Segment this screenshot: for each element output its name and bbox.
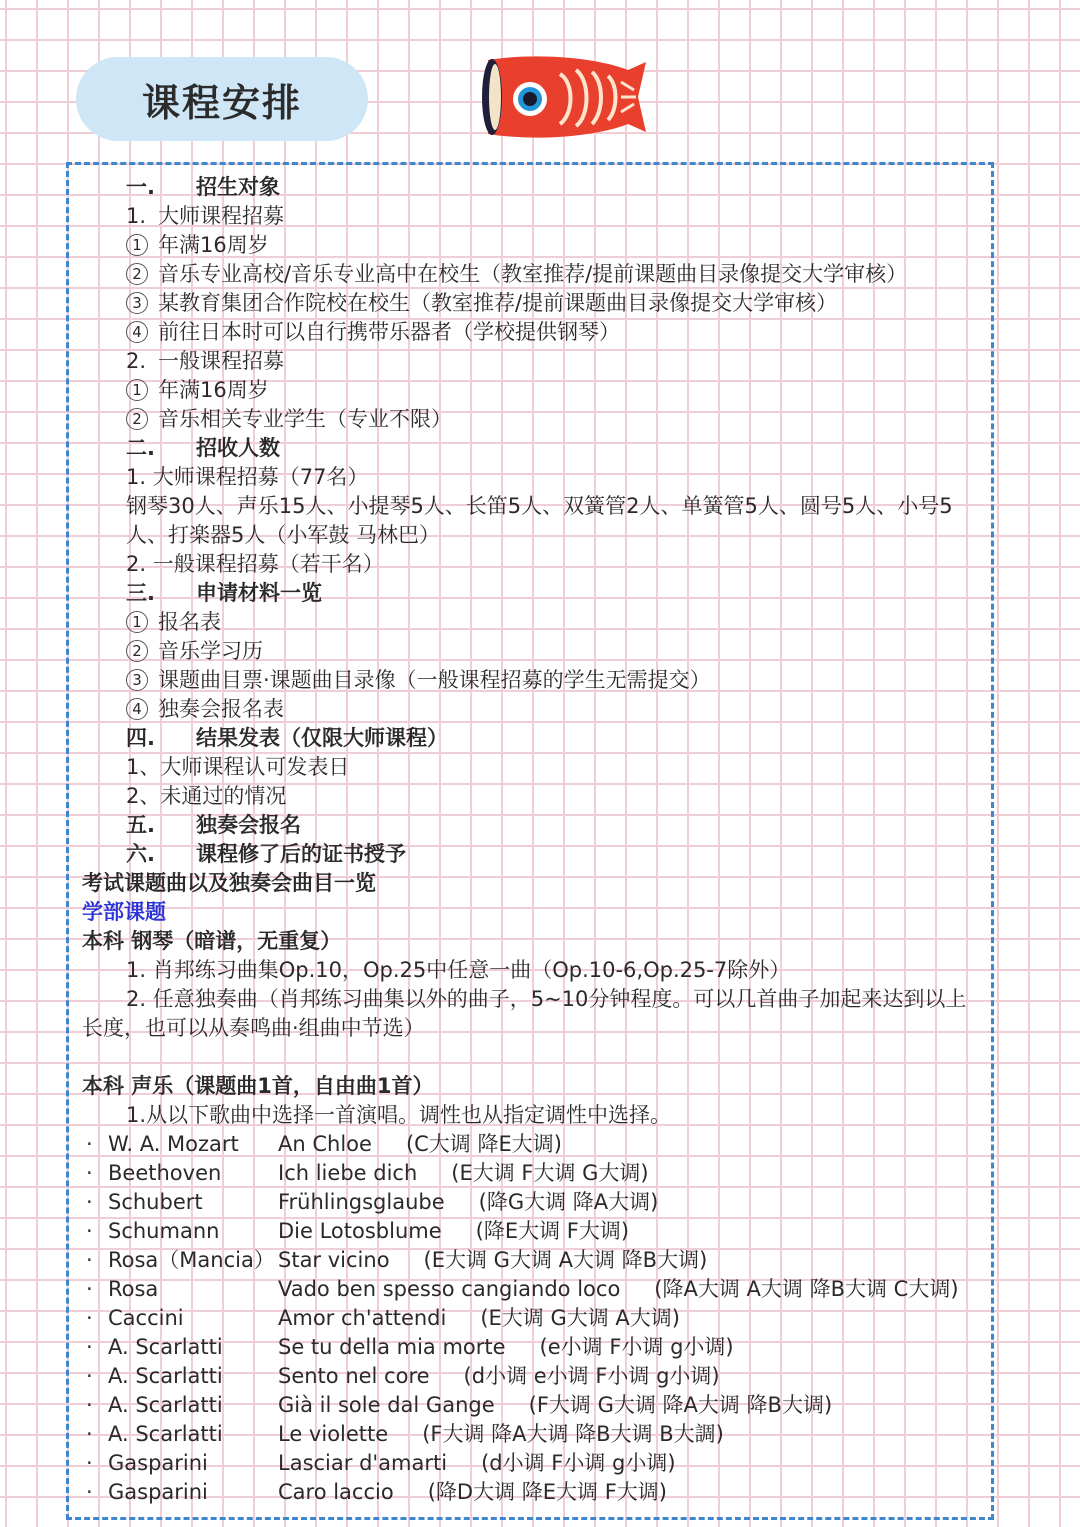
song-row: · Rosa（Mancia） Star vicino (E大调 G大调 A大调 降B大调): [86, 1248, 708, 1272]
list-item: 1 年满16周岁: [82, 231, 984, 260]
list-item: 1. 肖邦练习曲集Op.10，Op.25中任意一曲（Op.10-6,Op.25-7除外）: [126, 958, 791, 982]
exam-heading: 考试课题曲以及独奏会曲目一览: [82, 871, 376, 895]
song-row: · Schumann Die Lotosblume (降E大调 F大调): [86, 1219, 630, 1243]
list-item: 1 报名表: [82, 608, 984, 637]
song-list: [82, 1130, 984, 1507]
list-item: 2 音乐学习历: [82, 637, 984, 666]
section-heading: 三. 申请材料一览: [126, 581, 322, 605]
section-heading: 五. 独奏会报名: [126, 813, 301, 837]
piano-heading: 本科 钢琴（暗谱，无重复）: [82, 929, 342, 953]
list-item: 1、大师课程认可发表日: [126, 755, 350, 779]
vocal-heading: 本科 声乐（课题曲1首，自由曲1首）: [82, 1074, 434, 1098]
song-row: · Rosa Vado ben spesso cangiando loco (降A大调 A大调 降B大调 C大调): [86, 1277, 959, 1301]
song-row: · A. Scarlatti Se tu della mia morte (e小调 F小调 g小调): [86, 1335, 734, 1359]
song-row: · Caccini Amor ch'attendi (E大调 G大调 A大调): [86, 1306, 680, 1330]
title-badge: [76, 57, 368, 141]
list-item: 2. 一般课程招募（若干名）: [126, 552, 384, 576]
song-row: · A. Scarlatti Già il sole dal Gange (F大调 G大调 降A大调 降B大调): [86, 1393, 833, 1417]
list-item: 4 前往日本时可以自行携带乐器者（学校提供钢琴）: [82, 318, 984, 347]
section-heading: 二. 招收人数: [126, 436, 280, 460]
section-heading: 一. 招生对象: [126, 175, 280, 199]
exam-subheading: 学部课题: [82, 900, 166, 924]
list-item: 3 某教育集团合作院校在校生（教室推荐/提前课题曲目录像提交大学审核）: [82, 289, 984, 318]
list-item: 1 年满16周岁: [82, 376, 984, 405]
section-heading: 六. 课程修了后的证书授予: [126, 842, 406, 866]
list-item: 2. 一般课程招募: [126, 349, 284, 373]
paragraph: 2. 任意独奏曲（肖邦练习曲集以外的曲子，5~10分钟程度。可以几首曲子加起来达到以上长度，也可以从奏鸣曲·组曲中节选）: [82, 987, 967, 1040]
song-row: · Schubert Frühlingsglaube (降G大调 降A大调): [86, 1190, 659, 1214]
list-item: 1. 大师课程招募: [126, 204, 284, 228]
list-item: 3 课题曲目票·课题曲目录像（一般课程招募的学生无需提交）: [82, 666, 984, 695]
spacer: [82, 1043, 984, 1072]
song-row: · W. A. Mozart An Chloe (C大调 降E大调): [86, 1132, 562, 1156]
list-item: 2、未通过的情况: [126, 784, 287, 808]
list-item: 2 音乐专业高校/音乐专业高中在校生（教室推荐/提前课题曲目录像提交大学审核）: [82, 260, 984, 289]
song-row: · Gasparini Lasciar d'amarti (d小调 F小调 g小调): [86, 1451, 676, 1475]
list-item: 1. 大师课程招募（77名）: [126, 465, 369, 489]
song-row: · Beethoven Ich liebe dich (E大调 F大调 G大调): [86, 1161, 649, 1185]
song-row: · A. Scarlatti Le violette (F大调 降A大调 降B大调 B大調): [86, 1422, 724, 1446]
list-item: 2 音乐相关专业学生（专业不限）: [82, 405, 984, 434]
koi-fish-icon: [478, 52, 650, 142]
list-item: 1.从以下歌曲中选择一首演唱。调性也从指定调性中选择。: [126, 1103, 672, 1127]
list-item: 4 独奏会报名表: [82, 695, 984, 724]
song-row: · Gasparini Caro laccio (降D大调 降E大调 F大调): [86, 1480, 667, 1504]
paragraph: 钢琴30人、声乐15人、小提琴5人、长笛5人、双簧管2人、单簧管5人、圆号5人、小号5人、打楽器5人（小军鼓 马林巴）: [126, 494, 953, 547]
document-body: [82, 173, 984, 1507]
song-row: · A. Scarlatti Sento nel core (d小调 e小调 F小调 g小调): [86, 1364, 720, 1388]
section-heading: 四. 结果发表（仅限大师课程）: [126, 726, 448, 750]
page-title: 课程安排: [141, 80, 302, 125]
